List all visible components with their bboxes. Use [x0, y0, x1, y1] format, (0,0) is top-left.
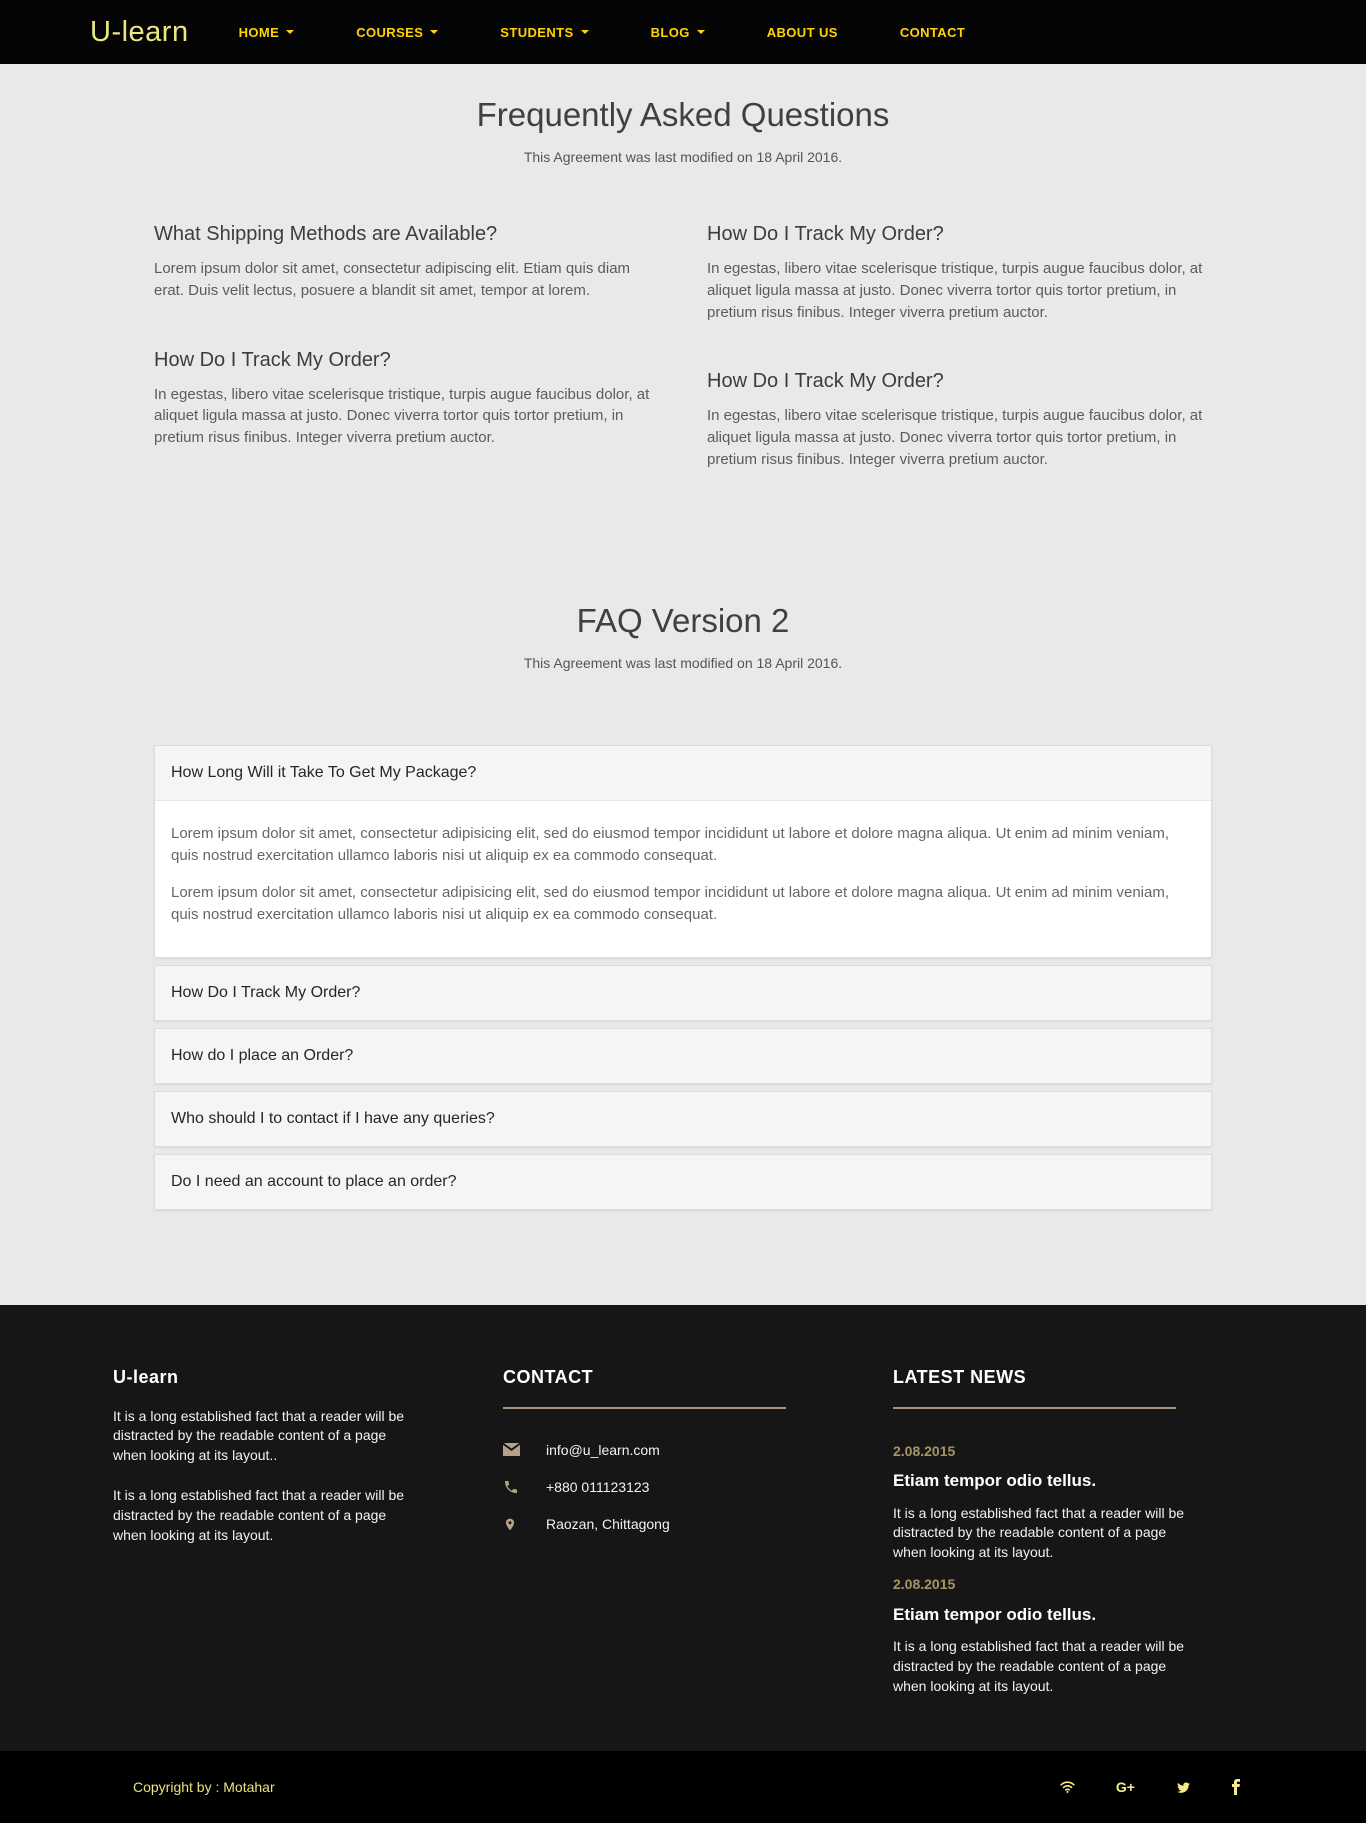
faq-item: [154, 223, 659, 302]
faq-answer: In egestas, libero vitae scelerisque tristique, turpis augue faucibus dolor, at aliquet ligula massa at justo. Donec viverra tortor quis tortor pretium, in pretium risus finibus. Integer viverra pretium auctor.: [707, 260, 1203, 321]
contact-location-text: Raozan, Chittagong: [546, 1516, 670, 1532]
news-excerpt: It is a long established fact that a reader will be distracted by the readable content of a page when looking at its layout.: [893, 1638, 1185, 1694]
news-item: [893, 1575, 1253, 1697]
faq-answer: Lorem ipsum dolor sit amet, consectetur adipiscing elit. Etiam quis diam erat. Duis velit lectus, posuere a blandit sit amet, tempor at lorem.: [154, 260, 631, 299]
nav-item-label: COURSES: [356, 24, 424, 40]
page-title: Frequently Asked Questions: [476, 96, 890, 133]
accordion-panel: [154, 965, 1212, 1021]
chevron-down-icon: [581, 30, 589, 34]
accordion-panel: [154, 1091, 1212, 1147]
faq-question: How Do I Track My Order?: [154, 348, 391, 371]
footer-about-text: It is a long established fact that a reader will be distracted by the readable content of a page when looking at its layout..: [113, 1407, 405, 1464]
accordion-header[interactable]: How Do I Track My Order?: [155, 966, 1211, 1020]
copyright-text: Copyright by : Motahar: [133, 1778, 275, 1795]
nav-item-label: STUDENTS: [500, 24, 574, 40]
news-excerpt: It is a long established fact that a reader will be distracted by the readable content of a page when looking at its layout.: [893, 1504, 1185, 1561]
accordion-answer-paragraph: Lorem ipsum dolor sit amet, consectetur adipisicing elit, sed do eiusmod tempor incididunt ut labore et dolore magna aliqua. Ut enim ad minim veniam, quis nostrud exercitation ullamco laboris nisi ut aliquip ex ea commodo consequat.: [171, 824, 1169, 864]
faq-column-right: [707, 223, 1212, 518]
chevron-down-icon: [430, 30, 438, 34]
accordion-header[interactable]: Who should I to contact if I have any queries?: [155, 1092, 1211, 1146]
social-links: [1059, 1779, 1240, 1795]
google-plus-icon[interactable]: G+: [1115, 1778, 1135, 1795]
contact-phone[interactable]: [503, 1479, 863, 1495]
faq-answer: In egestas, libero vitae scelerisque tristique, turpis augue faucibus dolor, at aliquet ligula massa at justo. Donec viverra tortor quis tortor pretium, in pretium risus finibus. Integer viverra pretium auctor.: [154, 385, 650, 446]
contact-location[interactable]: [503, 1516, 863, 1533]
copyright-bar: [0, 1751, 1366, 1823]
footer-contact-column: [488, 1367, 878, 1709]
chevron-down-icon: [697, 30, 705, 34]
accordion-header[interactable]: How Long Will it Take To Get My Package?: [155, 746, 1211, 801]
wifi-icon[interactable]: [1059, 1779, 1076, 1794]
footer-about-title: U-learn: [113, 1366, 179, 1387]
contact-email[interactable]: [503, 1442, 863, 1458]
nav-item-label: HOME: [238, 24, 280, 40]
twitter-icon[interactable]: [1175, 1780, 1191, 1794]
faq-item: [707, 370, 1212, 470]
nav-item-students[interactable]: [500, 25, 588, 40]
nav-item-about-us[interactable]: [767, 25, 838, 40]
news-headline[interactable]: Etiam tempor odio tellus.: [893, 1605, 1097, 1624]
page-subtitle: This Agreement was last modified on 18 April 2016.: [523, 149, 843, 165]
main-nav: [239, 25, 1028, 40]
nav-item-courses[interactable]: [356, 25, 438, 40]
news-item: [893, 1442, 1253, 1564]
news-date: 2.08.2015: [893, 1442, 956, 1459]
accordion-answer-paragraph: Lorem ipsum dolor sit amet, consectetur adipisicing elit, sed do eiusmod tempor incididunt ut labore et dolore magna aliqua. Ut enim ad minim veniam, quis nostrud exercitation ullamco laboris nisi ut aliquip ex ea commodo consequat.: [171, 883, 1169, 923]
faq-question: What Shipping Methods are Available?: [154, 223, 498, 245]
footer-about-text: It is a long established fact that a reader will be distracted by the readable content of a page when looking at its layout.: [113, 1487, 405, 1543]
footer-about-column: [98, 1367, 488, 1709]
accordion-panel: [154, 1154, 1212, 1210]
footer-news-column: [878, 1367, 1268, 1709]
news-date: 2.08.2015: [893, 1576, 956, 1593]
faq-question: How Do I Track My Order?: [707, 370, 944, 393]
faq-grid: [154, 223, 1212, 518]
navbar: [0, 0, 1366, 64]
divider: [893, 1407, 1176, 1409]
nav-item-blog[interactable]: [651, 25, 705, 40]
footer: [0, 1305, 1366, 1751]
brand-logo[interactable]: U-learn: [90, 15, 189, 48]
faq-question: How Do I Track My Order?: [707, 223, 944, 245]
facebook-icon[interactable]: [1231, 1779, 1240, 1795]
faq-v2-title: FAQ Version 2: [576, 601, 790, 639]
faq-v2-subtitle: This Agreement was last modified on 18 April 2016.: [523, 654, 843, 671]
faq-accordion: [154, 745, 1212, 1210]
faq-column-left: [154, 223, 659, 518]
chevron-down-icon: [286, 30, 294, 34]
contact-phone-text: +880 011123123: [546, 1478, 650, 1495]
nav-item-label: CONTACT: [899, 24, 966, 40]
footer-news-title: LATEST NEWS: [893, 1366, 1027, 1387]
footer-contact-title: CONTACT: [503, 1366, 594, 1387]
faq-item: [154, 349, 659, 449]
faq-item: [707, 223, 1212, 323]
nav-item-home[interactable]: [239, 25, 295, 40]
faq-answer: In egestas, libero vitae scelerisque tristique, turpis augue faucibus dolor, at aliquet ligula massa at justo. Donec viverra tortor quis tortor pretium, in pretium risus finibus. Integer viverra pretium auctor.: [707, 407, 1203, 468]
location-icon: [503, 1516, 521, 1533]
accordion-body: [155, 801, 1211, 957]
envelope-icon: [503, 1443, 521, 1456]
nav-item-label: BLOG: [650, 24, 690, 40]
accordion-header[interactable]: How do I place an Order?: [155, 1029, 1211, 1083]
phone-icon: [503, 1479, 521, 1495]
contact-email-text: info@u_learn.com: [546, 1441, 660, 1458]
accordion-header[interactable]: Do I need an account to place an order?: [155, 1155, 1211, 1209]
accordion-panel: [154, 745, 1212, 958]
accordion-panel: [154, 1028, 1212, 1084]
main-content: [0, 64, 1366, 1305]
nav-item-contact[interactable]: [900, 25, 965, 40]
nav-item-label: ABOUT US: [766, 24, 838, 40]
divider: [503, 1407, 786, 1409]
news-headline[interactable]: Etiam tempor odio tellus.: [893, 1471, 1097, 1491]
